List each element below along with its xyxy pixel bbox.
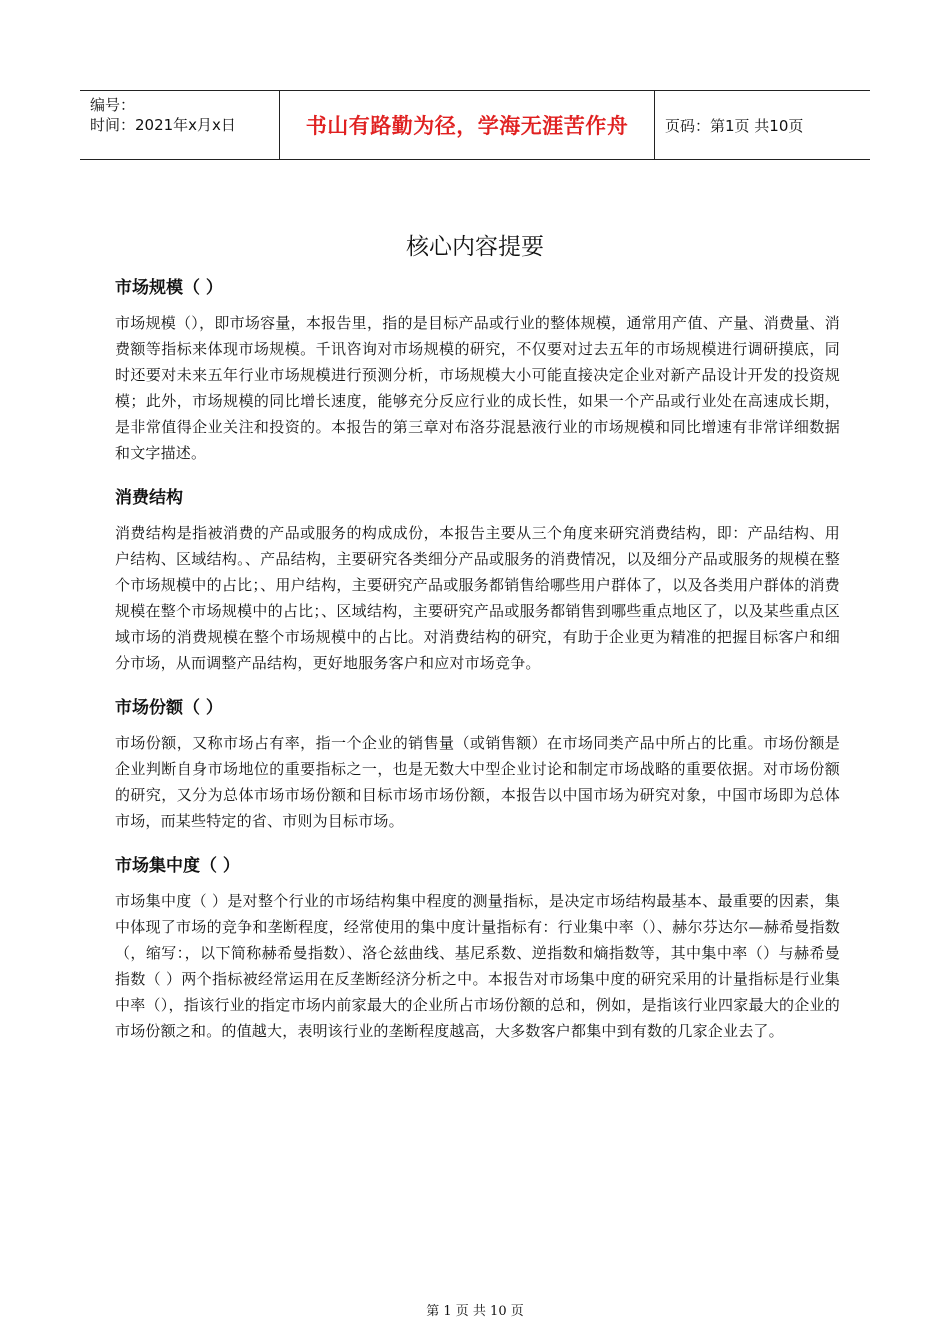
document-body [115,272,840,1060]
section-paragraph: 市场份额，又称市场占有率，指一个企业的销售量（或销售额）在市场同类产品中所占的比重。市场份额是企业判断自身市场地位的重要指标之一，也是无数大中型企业讨论和制定市场战略的重要依据。对市场份额的研究，又分为总体市场市场份额和目标市场市场份额，本报告以中国市场为研究对象，中国市场即为总体市场，而某些特定的省、市则为目标市场。 [115,734,840,830]
section-heading: 市场集中度（ ） [115,856,240,876]
section-market-concentration [115,850,840,1044]
page-title: 核心内容提要 [406,234,544,260]
time-label: 时间：2021年x月x日 [90,116,236,134]
section-consumption-structure [115,482,840,676]
document-header [80,90,870,160]
section-heading: 市场份额（ ） [115,698,223,718]
page-info-text: 页码：第1页 共10页 [665,116,804,135]
number-label: 编号： [90,96,136,114]
section-market-share [115,692,840,834]
motto-text: 书山有路勤为径，学海无涯苦作舟 [305,114,629,138]
section-market-size [115,272,840,466]
section-heading: 消费结构 [115,488,183,508]
section-paragraph: 市场集中度（ ）是对整个行业的市场结构集中程度的测量指标，是决定市场结构最基本、最重要的因素，集中体现了市场的竞争和垄断程度，经常使用的集中度计量指标有：行业集中率（）、赫尔芬达尔—赫希曼指数（，缩写：，以下简称赫希曼指数）、洛仑兹曲线、基尼系数、逆指数和熵指数等，其中集中率（）与赫希曼指数（ ）两个指标被经常运用在反垄断经济分析之中。本报告对市场集中度的研究采用的计量指标是行业集中率（），指该行业的指定市场内前家最大的企业所占市场份额的总和，例如，是指该行业四家最大的企业的市场份额之和。的值越大，表明该行业的垄断程度越高，大多数客户都集中到有数的几家企业去了。 [115,892,840,1040]
section-heading: 市场规模（ ） [115,278,223,298]
header-meta-cell [80,91,280,159]
section-paragraph: 市场规模（），即市场容量，本报告里，指的是目标产品或行业的整体规模，通常用产值、产量、消费量、消费额等指标来体现市场规模。千讯咨询对市场规模的研究，不仅要对过去五年的市场规模进行调研摸底，同时还要对未来五年行业市场规模进行预测分析，市场规模大小可能直接决定企业对新产品设计开发的投资规模；此外，市场规模的同比增长速度，能够充分反应行业的成长性，如果一个产品或行业处在高速成长期，是非常值得企业关注和投资的。本报告的第三章对布洛芬混悬液行业的市场规模和同比增速有非常详细数据和文字描述。 [115,314,840,462]
page-info-cell [655,91,870,159]
page-footer: 第 1 页 共 10 页 [426,1304,524,1319]
section-paragraph: 消费结构是指被消费的产品或服务的构成成份，本报告主要从三个角度来研究消费结构，即：产品结构、用户结构、区域结构。、产品结构，主要研究各类细分产品或服务的消费情况，以及细分产品或服务的规模在整个市场规模中的占比；、用户结构，主要研究产品或服务都销售给哪些用户群体了，以及各类用户群体的消费规模在整个市场规模中的占比；、区域结构，主要研究产品或服务都销售到哪些重点地区了，以及某些重点区域市场的消费规模在整个市场规模中的占比。对消费结构的研究，有助于企业更为精准的把握目标客户和细分市场，从而调整产品结构，更好地服务客户和应对市场竞争。 [115,524,840,672]
motto-cell [280,91,655,159]
